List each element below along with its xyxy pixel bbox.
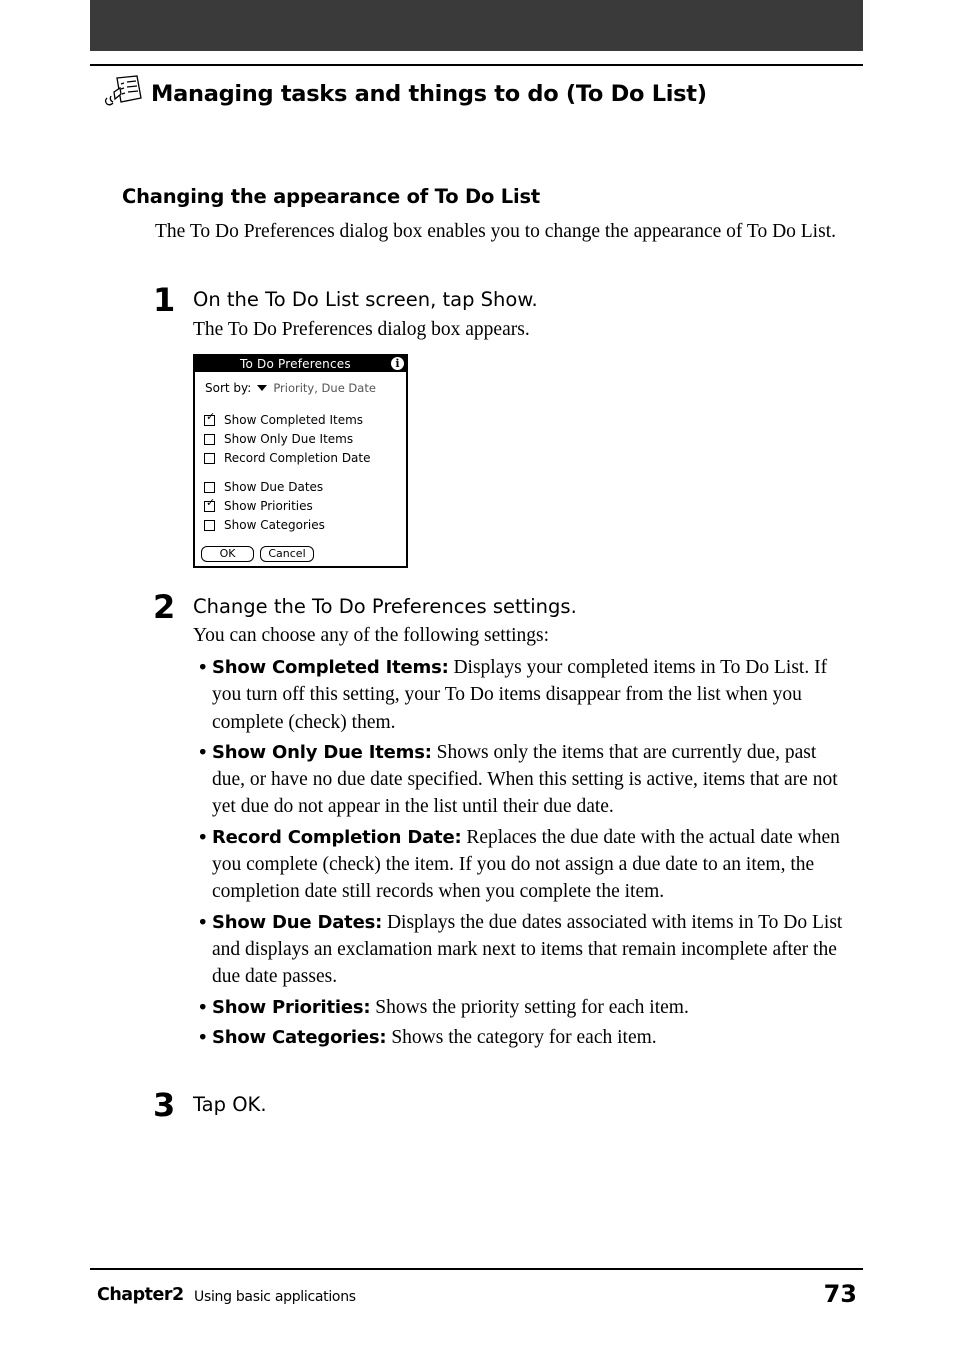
title-row: [103, 74, 707, 113]
todo-list-icon: [103, 74, 145, 113]
setting-name: Show Due Dates:: [212, 911, 383, 933]
setting-name: Show Only Due Items:: [212, 741, 432, 763]
footer-rule: [90, 1268, 863, 1270]
ok-button[interactable]: OK: [201, 546, 254, 562]
header-bar: [90, 0, 863, 51]
option-label: Show Completed Items: [224, 413, 364, 427]
list-item: [197, 1024, 852, 1051]
option-label: Show Categories: [224, 518, 325, 532]
setting-description: Shows the priority setting for each item.: [370, 996, 689, 1018]
settings-list: [197, 654, 852, 1054]
option-label: Show Due Dates: [224, 480, 324, 494]
page-number: 73: [823, 1280, 857, 1308]
intro-paragraph: The To Do Preferences dialog box enables you to change the appearance of To Do List.: [155, 221, 836, 242]
setting-name: Show Categories:: [212, 1026, 387, 1048]
setting-description: Shows only the items that are currently due, past due, or have no due date specified. When this setting is active, items that are not yet due do not appear in the list until their due date.: [212, 741, 838, 818]
setting-name: Show Completed Items:: [212, 657, 449, 678]
setting-description: Displays your completed items in To Do List. If you turn off this setting, your To Do items disappear from the list when you complete (check) them.: [212, 657, 828, 733]
step-instruction: Tap OK.: [193, 1093, 267, 1116]
option-label: Record Completion Date: [224, 451, 371, 465]
checkbox[interactable]: [204, 482, 215, 493]
list-item: [197, 909, 852, 991]
info-icon[interactable]: i: [391, 357, 404, 370]
step-number: 2: [153, 588, 176, 626]
option-show-only-due-items[interactable]: [204, 432, 353, 446]
dialog-title-bar: [195, 356, 406, 372]
setting-description: Shows the category for each item.: [386, 1026, 657, 1048]
option-label: Show Only Due Items: [224, 432, 354, 446]
option-show-priorities[interactable]: [204, 495, 313, 513]
list-item: [197, 994, 852, 1021]
checkmark-icon: ✓: [206, 495, 216, 509]
checkmark-icon: ✓: [206, 409, 216, 423]
step-number: 3: [153, 1086, 176, 1124]
checkbox[interactable]: [204, 520, 215, 531]
list-item: [197, 654, 852, 736]
step-instruction: On the To Do List screen, tap Show.: [193, 288, 538, 311]
option-record-completion-date[interactable]: [204, 451, 371, 465]
footer-chapter: Chapter2: [97, 1285, 184, 1305]
page-title: Managing tasks and things to do (To Do List): [151, 80, 707, 107]
setting-description: Displays the due dates associated with items in To Do List and displays an exclamation mark next to items that remain incomplete after the due date passes.: [212, 911, 843, 988]
list-item: [197, 824, 852, 906]
sort-by-select[interactable]: Priority, Due Date: [273, 381, 376, 395]
step-result: You can choose any of the following settings:: [193, 625, 550, 646]
step-result: The To Do Preferences dialog box appears.: [193, 319, 530, 340]
header-rule: [90, 64, 863, 66]
option-label: Show Priorities: [224, 499, 313, 513]
dropdown-arrow-icon[interactable]: [257, 385, 267, 391]
setting-description: Replaces the due date with the actual date when you complete (check) the item. If you do not assign a due date to an item, the completion date still records when you complete the item.: [212, 826, 840, 903]
setting-name: Record Completion Date:: [212, 826, 462, 848]
sort-by-row: [205, 381, 376, 395]
checkbox[interactable]: [204, 434, 215, 445]
option-show-categories[interactable]: [204, 518, 325, 532]
option-show-due-dates[interactable]: [204, 480, 323, 494]
checkbox[interactable]: [204, 453, 215, 464]
dialog-title: To Do Preferences: [240, 357, 351, 371]
footer-chapter-title: Using basic applications: [194, 1289, 356, 1305]
section-heading: Changing the appearance of To Do List: [122, 185, 540, 208]
step-number: 1: [153, 281, 176, 319]
list-item: [197, 739, 852, 821]
todo-preferences-dialog: [193, 354, 408, 568]
checkbox[interactable]: [204, 495, 216, 512]
cancel-button[interactable]: Cancel: [260, 546, 314, 562]
option-show-completed-items[interactable]: [204, 409, 364, 427]
step-instruction: Change the To Do Preferences settings.: [193, 595, 577, 618]
checkbox[interactable]: [204, 409, 216, 426]
sort-by-label: Sort by:: [205, 381, 252, 395]
setting-name: Show Priorities:: [212, 996, 371, 1018]
